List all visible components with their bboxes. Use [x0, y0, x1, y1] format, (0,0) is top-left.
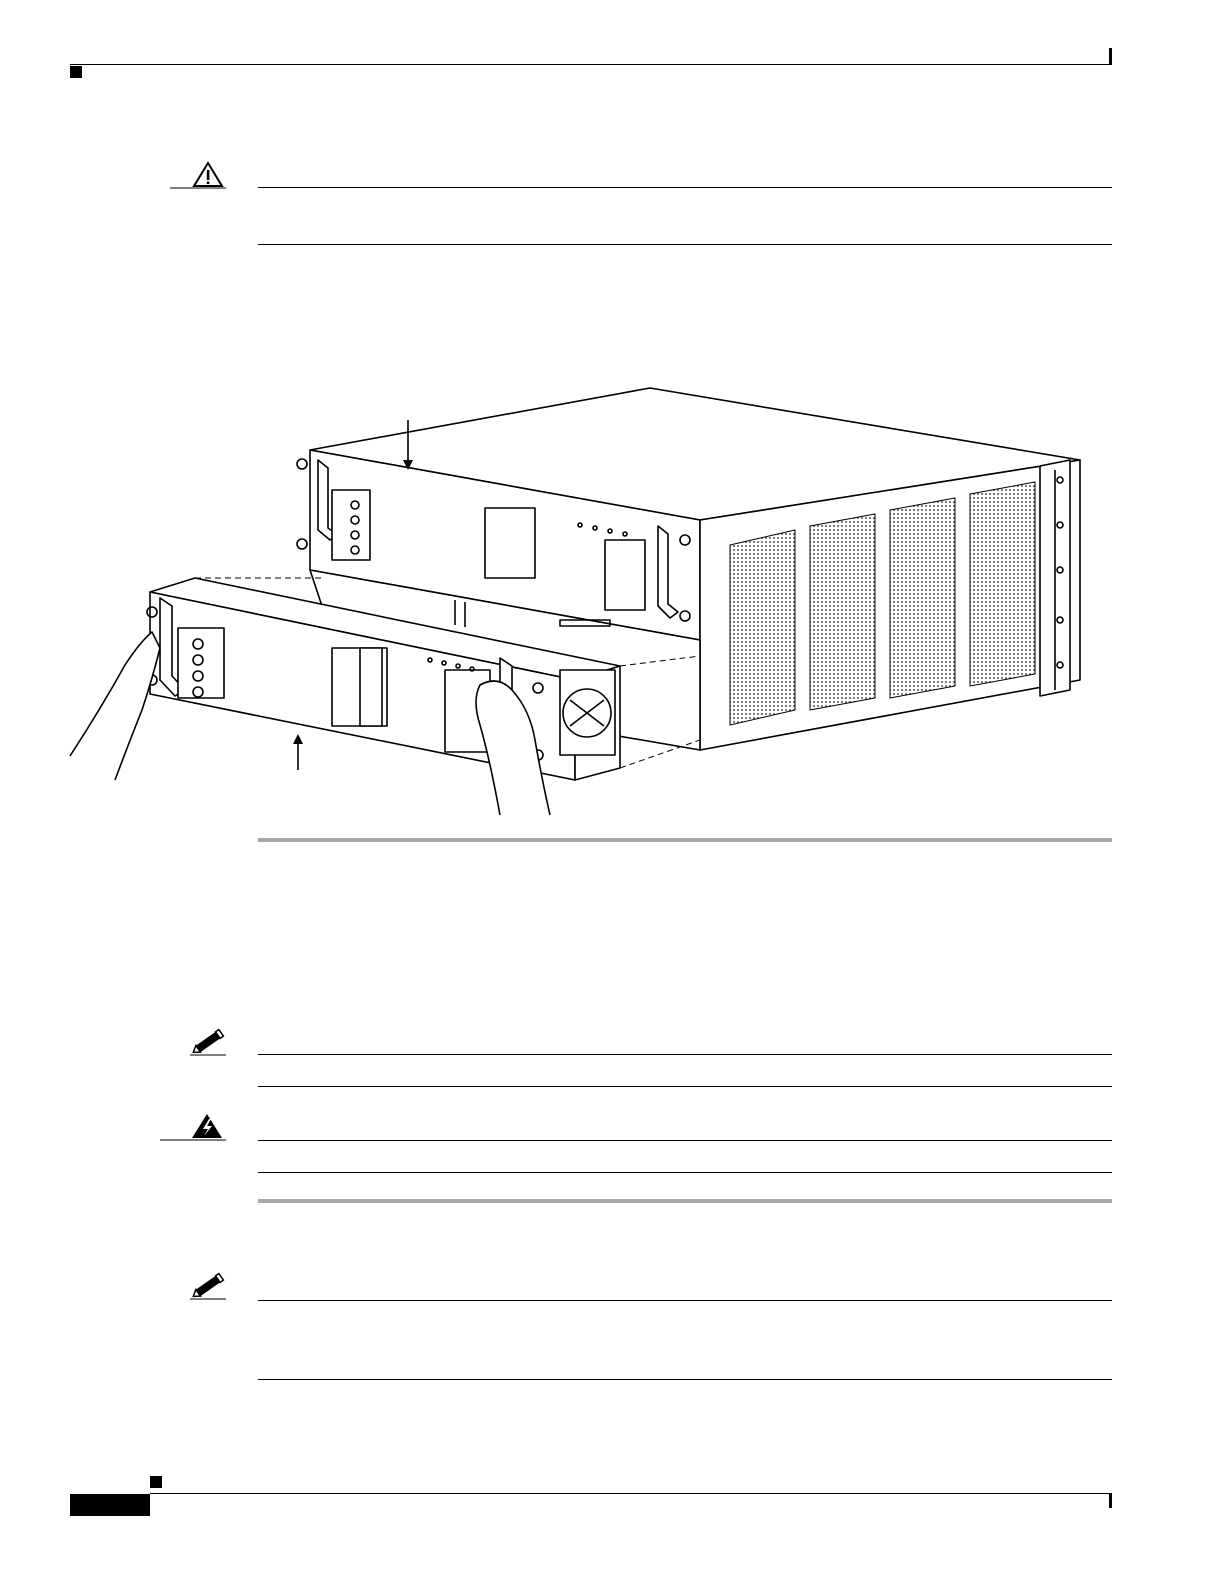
note-1-bottom-rule	[258, 1086, 1112, 1087]
note-2-bottom-rule	[258, 1379, 1112, 1380]
header-rule	[70, 64, 1112, 65]
caution-top-rule	[258, 187, 1112, 188]
section-rule-2	[258, 1199, 1112, 1203]
note-2-top-rule	[258, 1300, 1112, 1301]
caution-icon	[170, 160, 226, 190]
section-rule-1	[258, 838, 1112, 842]
warning-bottom-rule	[258, 1172, 1112, 1173]
warning-top-rule	[258, 1140, 1112, 1141]
header-square-marker	[70, 66, 82, 78]
note-icon-1	[190, 1028, 226, 1056]
note-1-top-rule	[258, 1054, 1112, 1055]
caution-bottom-rule	[258, 244, 1112, 245]
header-right-tick	[1109, 48, 1112, 64]
footer-rule	[150, 1493, 1112, 1494]
footer-right-tick	[1109, 1494, 1112, 1508]
warning-icon	[160, 1110, 226, 1142]
power-supply-figure	[60, 380, 1100, 820]
footer-square-marker	[150, 1476, 162, 1488]
footer-page-tab	[70, 1494, 150, 1516]
note-icon-2	[190, 1272, 226, 1300]
